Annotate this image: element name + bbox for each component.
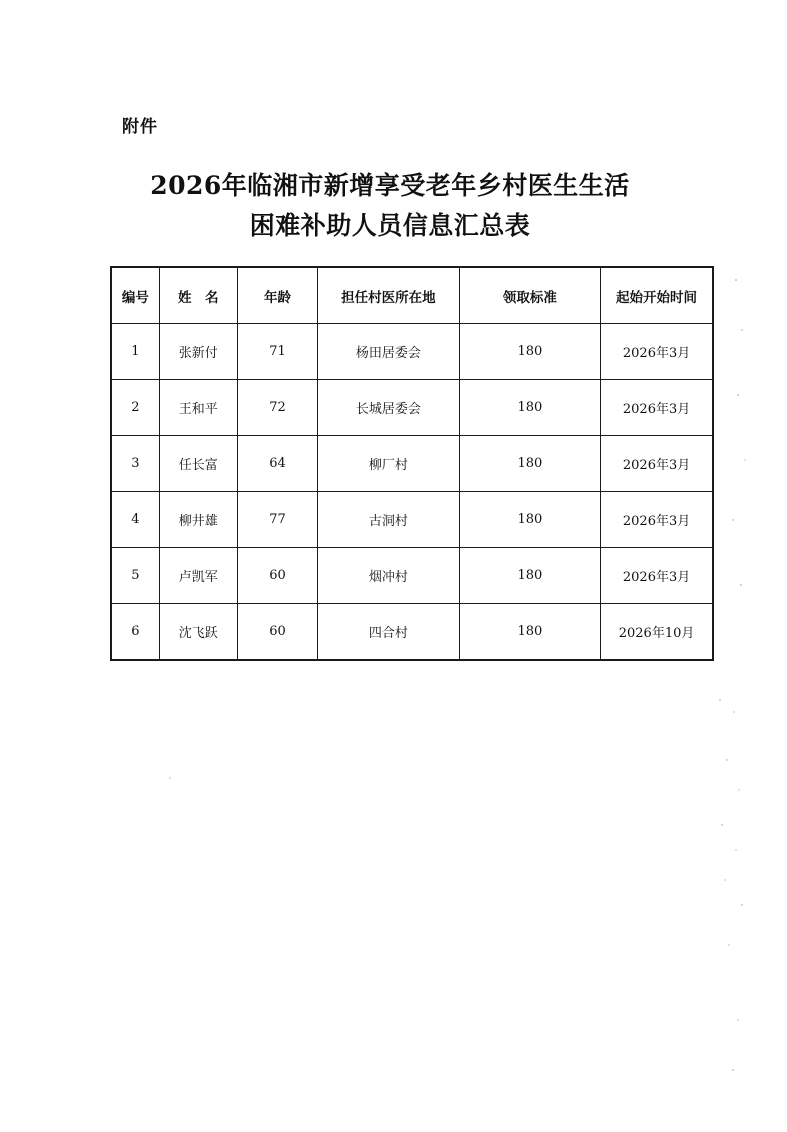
cell-start-time: 2026年3月 xyxy=(601,548,713,604)
cell-standard: 180 xyxy=(459,604,600,661)
cell-location: 古洞村 xyxy=(318,492,459,548)
table-row xyxy=(111,380,713,436)
document-title-line-1: 2026年临湘市新增享受老年乡村医生生活 xyxy=(150,171,630,200)
cell-start-time: 2026年3月 xyxy=(601,436,713,492)
table-row xyxy=(111,492,713,548)
cell-standard: 180 xyxy=(459,380,600,436)
cell-number: 4 xyxy=(111,492,159,548)
header-name: 姓 名 xyxy=(159,267,237,324)
cell-start-time: 2026年3月 xyxy=(601,492,713,548)
table-header-row xyxy=(111,267,713,324)
cell-standard: 180 xyxy=(459,548,600,604)
cell-name: 沈飞跃 xyxy=(159,604,237,661)
document-title-line-2: 困难补助人员信息汇总表 xyxy=(249,211,531,240)
cell-standard: 180 xyxy=(459,492,600,548)
cell-standard: 180 xyxy=(459,436,600,492)
cell-name: 张新付 xyxy=(159,324,237,380)
table-row xyxy=(111,324,713,380)
cell-name: 王和平 xyxy=(159,380,237,436)
cell-age: 77 xyxy=(237,492,317,548)
cell-location: 四合村 xyxy=(318,604,459,661)
cell-location: 杨田居委会 xyxy=(318,324,459,380)
cell-name: 柳井雄 xyxy=(159,492,237,548)
cell-number: 2 xyxy=(111,380,159,436)
cell-name: 任长富 xyxy=(159,436,237,492)
cell-location: 柳厂村 xyxy=(318,436,459,492)
table-row xyxy=(111,436,713,492)
cell-age: 60 xyxy=(237,604,317,661)
cell-location: 长城居委会 xyxy=(318,380,459,436)
cell-name: 卢凯军 xyxy=(159,548,237,604)
cell-number: 6 xyxy=(111,604,159,661)
cell-number: 1 xyxy=(111,324,159,380)
header-village-location: 担任村医所在地 xyxy=(318,267,459,324)
cell-age: 60 xyxy=(237,548,317,604)
cell-location: 烟冲村 xyxy=(318,548,459,604)
cell-start-time: 2026年3月 xyxy=(601,380,713,436)
summary-table xyxy=(110,266,714,661)
header-number: 编号 xyxy=(111,267,159,324)
cell-age: 71 xyxy=(237,324,317,380)
header-subsidy-standard: 领取标准 xyxy=(459,267,600,324)
cell-number: 5 xyxy=(111,548,159,604)
attachment-label: 附件 xyxy=(122,117,158,137)
header-start-time: 起始开始时间 xyxy=(601,267,713,324)
cell-start-time: 2026年3月 xyxy=(601,324,713,380)
table-row xyxy=(111,548,713,604)
table-row xyxy=(111,604,713,661)
cell-standard: 180 xyxy=(459,324,600,380)
cell-number: 3 xyxy=(111,436,159,492)
cell-age: 64 xyxy=(237,436,317,492)
header-age: 年龄 xyxy=(237,267,317,324)
cell-age: 72 xyxy=(237,380,317,436)
cell-start-time: 2026年10月 xyxy=(601,604,713,661)
